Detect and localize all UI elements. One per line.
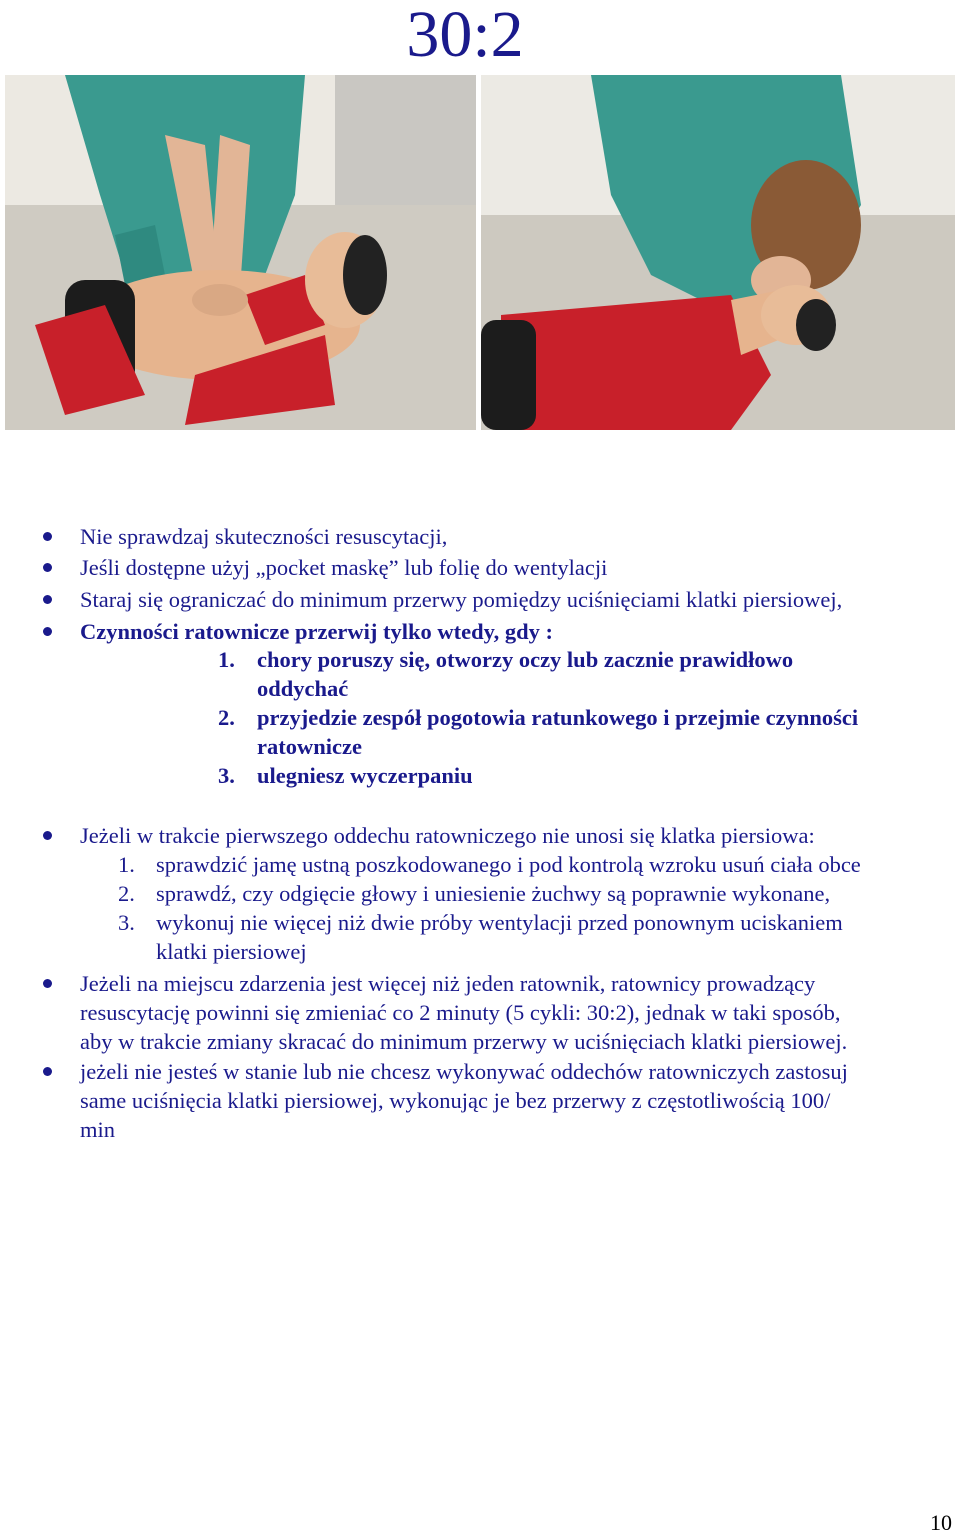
bullet-compressions-only: jeżeli nie jesteś w stanie lub nie chcesz wykonywać oddechów ratowniczych zastosuj — [80, 1059, 848, 1084]
list-item: sprawdzić jamę ustną poszkodowanego i pod kontrolą wzroku usuń ciała obce — [156, 852, 861, 877]
list-item: klatki piersiowej — [156, 939, 307, 964]
page-title: 30:2 — [406, 0, 524, 71]
bullet-marker — [43, 1067, 52, 1076]
list-item: oddychać — [257, 676, 349, 701]
bullet-marker — [43, 831, 52, 840]
list-item: sprawdź, czy odgięcie głowy i uniesienie żuchwy są poprawnie wykonane, — [156, 881, 831, 906]
list-item: ulegniesz wyczerpaniu — [257, 763, 473, 788]
page-number: 10 — [930, 1510, 952, 1535]
bullet-chest-not-rising: Jeżeli w trakcie pierwszego oddechu ratowniczego nie unosi się klatka piersiowa: — [80, 823, 815, 848]
bullet-marker — [43, 563, 52, 572]
list-item-number: 1. — [218, 647, 235, 672]
bullet-marker — [43, 532, 52, 541]
photo-rescue-breaths — [481, 75, 955, 430]
bullet-interrupt-heading: Czynności ratownicze przerwij tylko wtedy, gdy : — [80, 619, 554, 644]
bullet-compressions-only: min — [80, 1117, 116, 1142]
bullet-rescuers-rotate: aby w trakcie zmiany skracać do minimum przerwy w uciśnięciach klatki piersiowej. — [80, 1029, 848, 1054]
list-item-number: 2. — [118, 881, 135, 906]
bullet-rescuers-rotate: resuscytację powinni się zmieniać co 2 minuty (5 cykli: 30:2), jednak w taki sposób, — [80, 1000, 841, 1025]
bullet-marker — [43, 979, 52, 988]
bullet-pocket-mask: Jeśli dostępne użyj „pocket maskę” lub folię do wentylacji — [80, 555, 608, 580]
list-item: wykonuj nie więcej niż dwie próby wentylacji przed ponownym uciskaniem — [156, 910, 843, 935]
list-item-number: 3. — [218, 763, 235, 788]
list-item-number: 1. — [118, 852, 135, 877]
list-item-number: 2. — [218, 705, 235, 730]
bullet-compressions-only: same uciśnięcia klatki piersiowej, wykonując je bez przerwy z częstotliwością 100/ — [80, 1088, 831, 1113]
bullet-rescuers-rotate: Jeżeli na miejscu zdarzenia jest więcej niż jeden ratownik, ratownicy prowadzący — [80, 971, 816, 996]
list-item-number: 3. — [118, 910, 135, 935]
list-item: przyjedzie zespół pogotowia ratunkowego i przejmie czynności — [257, 705, 859, 730]
bullet-minimize-pauses: Staraj się ograniczać do minimum przerwy pomiędzy uciśnięciami klatki piersiowej, — [80, 587, 843, 612]
list-item: ratownicze — [257, 734, 362, 759]
list-item: chory poruszy się, otworzy oczy lub zacznie prawidłowo — [257, 647, 794, 672]
bullet-marker — [43, 595, 52, 604]
bullet-marker — [43, 627, 52, 636]
photo-chest-compressions — [5, 75, 476, 430]
bullet-no-check: Nie sprawdzaj skuteczności resuscytacji, — [80, 524, 448, 549]
